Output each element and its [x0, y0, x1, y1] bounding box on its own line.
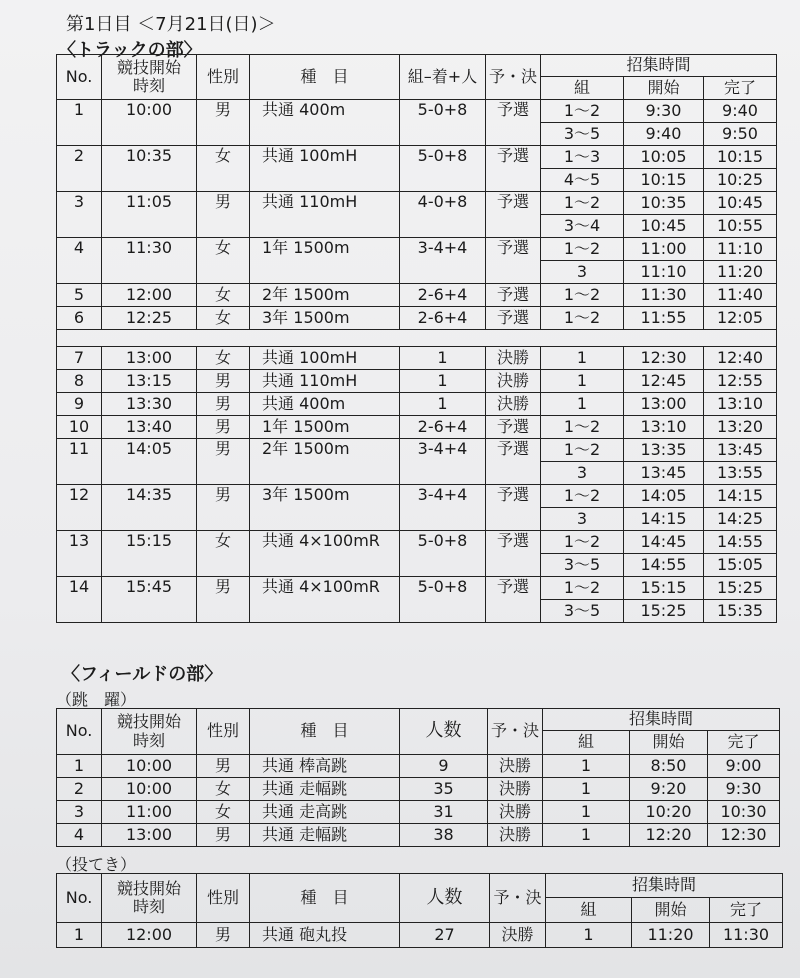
cell-open: 13:35: [624, 439, 704, 462]
cell-open: 11:00: [624, 238, 704, 261]
cell-close: 10:15: [704, 146, 777, 169]
cell-gender: 男: [197, 439, 250, 485]
cell-close: 15:05: [704, 554, 777, 577]
cell-no: 7: [57, 347, 102, 370]
table-row: [57, 284, 777, 307]
cell-event: 共通 110mH: [250, 370, 400, 393]
cell-close: 11:10: [704, 238, 777, 261]
throw-subtitle: （投てき）: [56, 855, 137, 874]
cell-group: 1～2: [541, 238, 624, 261]
cell-gender: 女: [197, 531, 250, 577]
cell-event: 共通 4×100mR: [250, 531, 400, 577]
cell-group: 1～2: [541, 192, 624, 215]
cell-heat-format: 3-4+4: [400, 439, 486, 485]
table-row: [57, 238, 777, 261]
col-no: No.: [57, 55, 102, 100]
cell-count: 31: [400, 801, 488, 824]
cell-close: 14:25: [704, 508, 777, 531]
cell-group: 1: [546, 923, 632, 948]
cell-heat-format: 5-0+8: [400, 100, 486, 146]
cell-group: 3～5: [541, 554, 624, 577]
table-row: [57, 824, 780, 847]
cell-heat-format: 5-0+8: [400, 146, 486, 192]
col-group: 組: [543, 731, 630, 755]
col-count: 人数: [400, 874, 490, 923]
col-event: 種 目: [250, 55, 400, 100]
table-row: [57, 347, 777, 370]
cell-round: 予選: [486, 146, 541, 192]
cell-no: 10: [57, 416, 102, 439]
cell-open: 14:55: [624, 554, 704, 577]
cell-open: 12:30: [624, 347, 704, 370]
cell-close: 10:55: [704, 215, 777, 238]
col-gender: 性別: [197, 874, 250, 923]
cell-close: 12:40: [704, 347, 777, 370]
table-row: [57, 146, 777, 169]
table-row: [57, 485, 777, 508]
cell-gender: 男: [197, 755, 250, 778]
table-row: [57, 801, 780, 824]
jump-schedule-table: [56, 708, 780, 847]
col-event: 種 目: [250, 709, 400, 755]
col-close: 完了: [708, 731, 780, 755]
table-row: [57, 307, 777, 330]
cell-heat-format: 2-6+4: [400, 284, 486, 307]
col-close: 完了: [710, 898, 783, 923]
cell-close: 9:50: [704, 123, 777, 146]
col-round: 予・決: [490, 874, 546, 923]
col-heat-format: 組–着+人: [400, 55, 486, 100]
col-group: 組: [546, 898, 632, 923]
cell-close: 13:20: [704, 416, 777, 439]
cell-group: 1～2: [541, 531, 624, 554]
cell-open: 11:20: [632, 923, 710, 948]
cell-event: 1年 1500m: [250, 238, 400, 284]
cell-no: 3: [57, 192, 102, 238]
cell-start-time: 15:45: [102, 577, 197, 623]
col-round: 予・決: [488, 709, 543, 755]
cell-heat-format: 1: [400, 347, 486, 370]
cell-no: 2: [57, 146, 102, 192]
cell-open: 10:45: [624, 215, 704, 238]
cell-event: 共通 400m: [250, 393, 400, 416]
cell-open: 15:15: [624, 577, 704, 600]
cell-group: 1: [543, 801, 630, 824]
col-close: 完了: [704, 77, 777, 100]
cell-close: 11:30: [710, 923, 783, 948]
cell-count: 9: [400, 755, 488, 778]
cell-group: 1: [541, 347, 624, 370]
table-row: [57, 192, 777, 215]
cell-group: 1～2: [541, 416, 624, 439]
cell-no: 1: [57, 923, 102, 948]
cell-gender: 男: [197, 416, 250, 439]
cell-group: 1～2: [541, 485, 624, 508]
cell-close: 13:55: [704, 462, 777, 485]
cell-group: 1: [543, 778, 630, 801]
cell-heat-format: 3-4+4: [400, 485, 486, 531]
col-gender: 性別: [197, 709, 250, 755]
cell-open: 11:55: [624, 307, 704, 330]
cell-event: 共通 400m: [250, 100, 400, 146]
cell-close: 12:30: [708, 824, 780, 847]
table-row: [57, 923, 783, 948]
cell-group: 3: [541, 508, 624, 531]
cell-close: 10:45: [704, 192, 777, 215]
cell-group: 4～5: [541, 169, 624, 192]
cell-count: 27: [400, 923, 490, 948]
col-event: 種 目: [250, 874, 400, 923]
table-row: [57, 778, 780, 801]
cell-start-time: 11:05: [102, 192, 197, 238]
cell-event: 共通 4×100mR: [250, 577, 400, 623]
cell-start-time: 14:05: [102, 439, 197, 485]
cell-start-time: 14:35: [102, 485, 197, 531]
cell-close: 12:05: [704, 307, 777, 330]
cell-close: 11:40: [704, 284, 777, 307]
cell-close: 15:35: [704, 600, 777, 623]
cell-heat-format: 4-0+8: [400, 192, 486, 238]
cell-event: 共通 走幅跳: [250, 824, 400, 847]
cell-open: 11:10: [624, 261, 704, 284]
cell-start-time: 13:15: [102, 370, 197, 393]
cell-round: 決勝: [486, 347, 541, 370]
cell-close: 10:25: [704, 169, 777, 192]
table-row: [57, 439, 777, 462]
cell-group: 1: [541, 370, 624, 393]
cell-heat-format: 5-0+8: [400, 531, 486, 577]
cell-no: 14: [57, 577, 102, 623]
cell-group: 1～2: [541, 577, 624, 600]
cell-close: 14:55: [704, 531, 777, 554]
cell-open: 15:25: [624, 600, 704, 623]
cell-open: 12:20: [630, 824, 708, 847]
cell-heat-format: 2-6+4: [400, 416, 486, 439]
col-group: 組: [541, 77, 624, 100]
cell-open: 14:45: [624, 531, 704, 554]
cell-gender: 女: [197, 284, 250, 307]
cell-round: 決勝: [488, 755, 543, 778]
cell-no: 6: [57, 307, 102, 330]
cell-event: 共通 110mH: [250, 192, 400, 238]
cell-gender: 男: [197, 100, 250, 146]
cell-gender: 男: [197, 192, 250, 238]
cell-start-time: 13:00: [102, 824, 197, 847]
col-open: 開始: [624, 77, 704, 100]
cell-event: 共通 棒高跳: [250, 755, 400, 778]
table-row: [57, 531, 777, 554]
cell-start-time: 12:00: [102, 923, 197, 948]
cell-event: 3年 1500m: [250, 307, 400, 330]
cell-event: 共通 走高跳: [250, 801, 400, 824]
cell-gender: 女: [197, 801, 250, 824]
cell-close: 15:25: [704, 577, 777, 600]
cell-group: 3～5: [541, 123, 624, 146]
cell-event: 2年 1500m: [250, 439, 400, 485]
cell-round: 決勝: [488, 778, 543, 801]
cell-open: 14:05: [624, 485, 704, 508]
cell-open: 12:45: [624, 370, 704, 393]
cell-round: 決勝: [488, 801, 543, 824]
cell-open: 11:30: [624, 284, 704, 307]
cell-group: 1～3: [541, 146, 624, 169]
cell-event: 2年 1500m: [250, 284, 400, 307]
section-gap-row: [57, 330, 777, 347]
cell-start-time: 10:00: [102, 778, 197, 801]
cell-open: 13:00: [624, 393, 704, 416]
col-round: 予・決: [486, 55, 541, 100]
table-row: [57, 416, 777, 439]
cell-start-time: 11:30: [102, 238, 197, 284]
cell-no: 4: [57, 238, 102, 284]
col-call-time: 招集時間: [543, 709, 780, 731]
cell-no: 5: [57, 284, 102, 307]
cell-close: 9:00: [708, 755, 780, 778]
col-no: No.: [57, 709, 102, 755]
cell-open: 9:40: [624, 123, 704, 146]
cell-close: 11:20: [704, 261, 777, 284]
table-row: [57, 755, 780, 778]
cell-round: 予選: [486, 238, 541, 284]
cell-open: 10:05: [624, 146, 704, 169]
cell-start-time: 13:00: [102, 347, 197, 370]
cell-group: 3: [541, 462, 624, 485]
cell-close: 14:15: [704, 485, 777, 508]
col-call-time: 招集時間: [541, 55, 777, 77]
cell-open: 13:45: [624, 462, 704, 485]
cell-open: 8:50: [630, 755, 708, 778]
cell-open: 13:10: [624, 416, 704, 439]
cell-heat-format: 5-0+8: [400, 577, 486, 623]
cell-gender: 男: [197, 923, 250, 948]
cell-start-time: 10:00: [102, 100, 197, 146]
cell-round: 予選: [486, 307, 541, 330]
cell-start-time: 15:15: [102, 531, 197, 577]
cell-no: 13: [57, 531, 102, 577]
cell-start-time: 10:00: [102, 755, 197, 778]
cell-round: 予選: [486, 485, 541, 531]
cell-no: 3: [57, 801, 102, 824]
cell-no: 1: [57, 755, 102, 778]
cell-no: 11: [57, 439, 102, 485]
cell-round: 予選: [486, 577, 541, 623]
col-gender: 性別: [197, 55, 250, 100]
col-count: 人数: [400, 709, 488, 755]
cell-no: 8: [57, 370, 102, 393]
cell-group: 1～2: [541, 284, 624, 307]
cell-no: 9: [57, 393, 102, 416]
cell-close: 13:10: [704, 393, 777, 416]
cell-group: 1～2: [541, 100, 624, 123]
cell-round: 予選: [486, 416, 541, 439]
track-schedule-table: [56, 54, 777, 623]
table-row: [57, 370, 777, 393]
col-open: 開始: [632, 898, 710, 923]
cell-round: 予選: [486, 284, 541, 307]
cell-close: 9:40: [704, 100, 777, 123]
cell-start-time: 13:40: [102, 416, 197, 439]
cell-start-time: 13:30: [102, 393, 197, 416]
cell-gender: 女: [197, 146, 250, 192]
jump-subtitle: （跳 躍）: [56, 690, 137, 709]
cell-gender: 男: [197, 824, 250, 847]
cell-event: 1年 1500m: [250, 416, 400, 439]
cell-close: 9:30: [708, 778, 780, 801]
cell-group: 1: [541, 393, 624, 416]
cell-event: 共通 100mH: [250, 146, 400, 192]
cell-group: 3～5: [541, 600, 624, 623]
throw-schedule-table: [56, 873, 783, 948]
table-row: [57, 100, 777, 123]
cell-start-time: 12:25: [102, 307, 197, 330]
cell-gender: 女: [197, 238, 250, 284]
cell-gender: 女: [197, 778, 250, 801]
cell-heat-format: 2-6+4: [400, 307, 486, 330]
cell-round: 決勝: [488, 824, 543, 847]
cell-gender: 男: [197, 577, 250, 623]
cell-no: 4: [57, 824, 102, 847]
track-section-title: 〈トラックの部〉: [58, 40, 202, 61]
cell-start-time: 11:00: [102, 801, 197, 824]
cell-round: 予選: [486, 531, 541, 577]
cell-group: 1～2: [541, 439, 624, 462]
cell-start-time: 12:00: [102, 284, 197, 307]
cell-gender: 女: [197, 307, 250, 330]
cell-open: 14:15: [624, 508, 704, 531]
cell-group: 1: [543, 824, 630, 847]
table-row: [57, 577, 777, 600]
cell-round: 決勝: [486, 370, 541, 393]
cell-gender: 男: [197, 393, 250, 416]
cell-heat-format: 1: [400, 393, 486, 416]
cell-open: 10:20: [630, 801, 708, 824]
cell-open: 9:20: [630, 778, 708, 801]
cell-gender: 男: [197, 370, 250, 393]
cell-group: 1: [543, 755, 630, 778]
cell-count: 35: [400, 778, 488, 801]
cell-event: 3年 1500m: [250, 485, 400, 531]
cell-event: 共通 走幅跳: [250, 778, 400, 801]
cell-round: 予選: [486, 439, 541, 485]
cell-gender: 女: [197, 347, 250, 370]
cell-open: 9:30: [624, 100, 704, 123]
cell-no: 12: [57, 485, 102, 531]
cell-start-time: 10:35: [102, 146, 197, 192]
table-row: [57, 393, 777, 416]
cell-no: 1: [57, 100, 102, 146]
cell-close: 10:30: [708, 801, 780, 824]
col-open: 開始: [630, 731, 708, 755]
cell-heat-format: 1: [400, 370, 486, 393]
cell-close: 12:55: [704, 370, 777, 393]
cell-round: 予選: [486, 100, 541, 146]
col-start-time: 競技開始 時刻: [102, 874, 197, 923]
col-start-time: 競技開始 時刻: [102, 709, 197, 755]
cell-event: 共通 100mH: [250, 347, 400, 370]
cell-group: 3～4: [541, 215, 624, 238]
cell-open: 10:35: [624, 192, 704, 215]
cell-round: 決勝: [490, 923, 546, 948]
day-title: 第1日目 ＜7月21日(日)＞: [66, 14, 276, 35]
cell-gender: 男: [197, 485, 250, 531]
cell-count: 38: [400, 824, 488, 847]
cell-round: 決勝: [486, 393, 541, 416]
col-start-time: 競技開始 時刻: [102, 55, 197, 100]
cell-no: 2: [57, 778, 102, 801]
gap-cell: [57, 330, 777, 347]
cell-event: 共通 砲丸投: [250, 923, 400, 948]
col-call-time: 招集時間: [546, 874, 783, 898]
cell-round: 予選: [486, 192, 541, 238]
cell-group: 1～2: [541, 307, 624, 330]
cell-group: 3: [541, 261, 624, 284]
cell-heat-format: 3-4+4: [400, 238, 486, 284]
field-section-title: 〈フィールドの部〉: [62, 664, 223, 685]
col-no: No.: [57, 874, 102, 923]
cell-close: 13:45: [704, 439, 777, 462]
cell-open: 10:15: [624, 169, 704, 192]
